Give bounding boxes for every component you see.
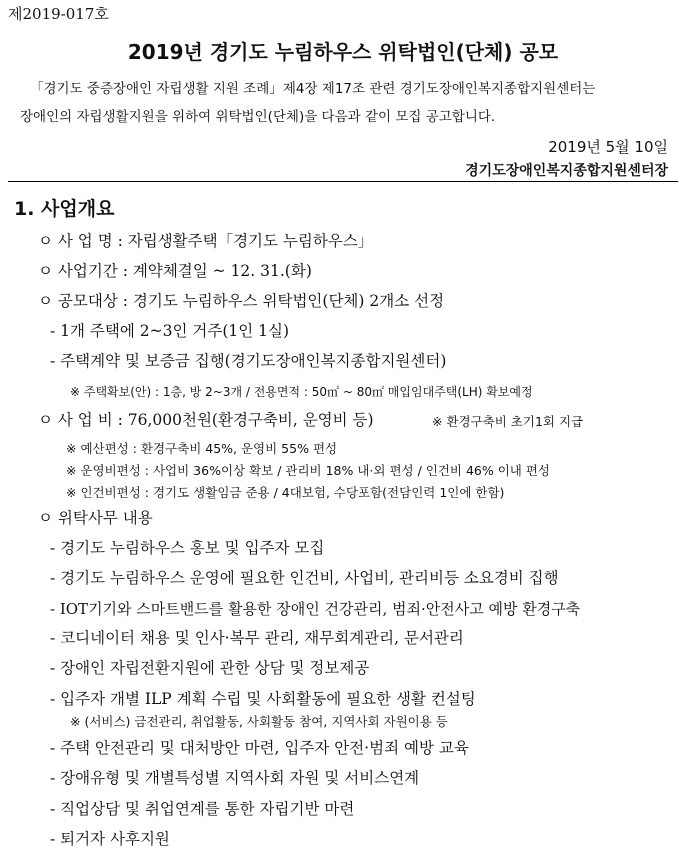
task-item: - 장애인 자립전환지원에 관한 상담 및 정보제공 <box>50 659 370 677</box>
task-item: - 주택 안전관리 및 대처방안 마련, 입주자 안전·범죄 예방 교육 <box>50 739 469 757</box>
target-sub-1: - 1개 주택에 2~3인 거주(1인 1실) <box>50 322 290 340</box>
task-item: - 입주자 개별 ILP 계획 수립 및 사회활동에 필요한 생활 컨설팅 <box>50 690 476 708</box>
item-delegated-tasks: ㅇ 위탁사무 내용 <box>38 509 153 527</box>
target-sub-2: - 주택계약 및 보증금 집행(경기도장애인복지종합지원센터) <box>50 352 447 370</box>
item-project-period: ㅇ 사업기간 : 계약체결일 ~ 12. 31.(화) <box>38 262 312 280</box>
item-budget: ㅇ 사 업 비 : 76,000천원(환경구축비, 운영비 등) <box>38 411 374 429</box>
budget-note: ※ 환경구축비 초기1회 지급 <box>432 414 584 429</box>
budget-sub-2: ※ 운영비편성 : 사업비 36%이상 확보 / 관리비 18% 내·외 편성 / 인건비 46% 이내 편성 <box>66 463 550 478</box>
service-note: ※ (서비스) 금전관리, 취업활동, 사회활동 참여, 지역사회 자원이용 등 <box>70 714 448 729</box>
intro-line-1: 「경기도 중증장애인 자립생활 지원 조례」제4장 제17조 관련 경기도장애인복지종합지원센터는 <box>30 81 596 97</box>
section-heading: 1. 사업개요 <box>14 198 115 220</box>
task-item: - IOT기기와 스마트밴드를 활용한 장애인 건강관리, 범죄·안전사고 예방 환경구축 <box>50 600 581 618</box>
task-item: - 코디네이터 채용 및 인사·복무 관리, 재무회계관리, 문서관리 <box>50 629 464 647</box>
task-item: - 장애유형 및 개별특성별 지역사회 자원 및 서비스연계 <box>50 769 420 787</box>
task-item: - 경기도 누림하우스 운영에 필요한 인건비, 사업비, 관리비등 소요경비 집행 <box>50 569 559 587</box>
budget-sub-3: ※ 인건비편성 : 경기도 생활임금 준용 / 4대보험, 수당포함(전담인력 1인에 한함) <box>66 485 505 500</box>
item-recruit-target: ㅇ 공모대상 : 경기도 누림하우스 위탁법인(단체) 2개소 선정 <box>38 292 445 310</box>
page-title: 2019년 경기도 누림하우스 위탁법인(단체) 공모 <box>127 40 559 64</box>
header-divider <box>8 181 678 182</box>
task-item: - 직업상담 및 취업연계를 통한 자립기반 마련 <box>50 800 355 818</box>
item-project-name: ㅇ 사 업 명 : 자립생활주택「경기도 누림하우스」 <box>38 232 374 250</box>
task-item: - 퇴거자 사후지원 <box>50 830 170 848</box>
budget-sub-1: ※ 예산편성 : 환경구축비 45%, 운영비 55% 편성 <box>66 441 338 456</box>
housing-note: ※ 주택확보(안) : 1층, 방 2~3개 / 전용면적 : 50㎡ ~ 80㎡ 매입임대주택(LH) 확보예정 <box>70 385 533 399</box>
document-number: 제2019-017호 <box>8 5 109 23</box>
intro-line-2: 장애인의 자립생활지원을 위하여 위탁법인(단체)을 다음과 같이 모집 공고합니다. <box>20 109 496 125</box>
issuer: 경기도장애인복지종합지원센터장 <box>465 163 668 179</box>
announcement-date: 2019년 5월 10일 <box>548 138 668 156</box>
task-item: - 경기도 누림하우스 홍보 및 입주자 모집 <box>50 539 325 557</box>
